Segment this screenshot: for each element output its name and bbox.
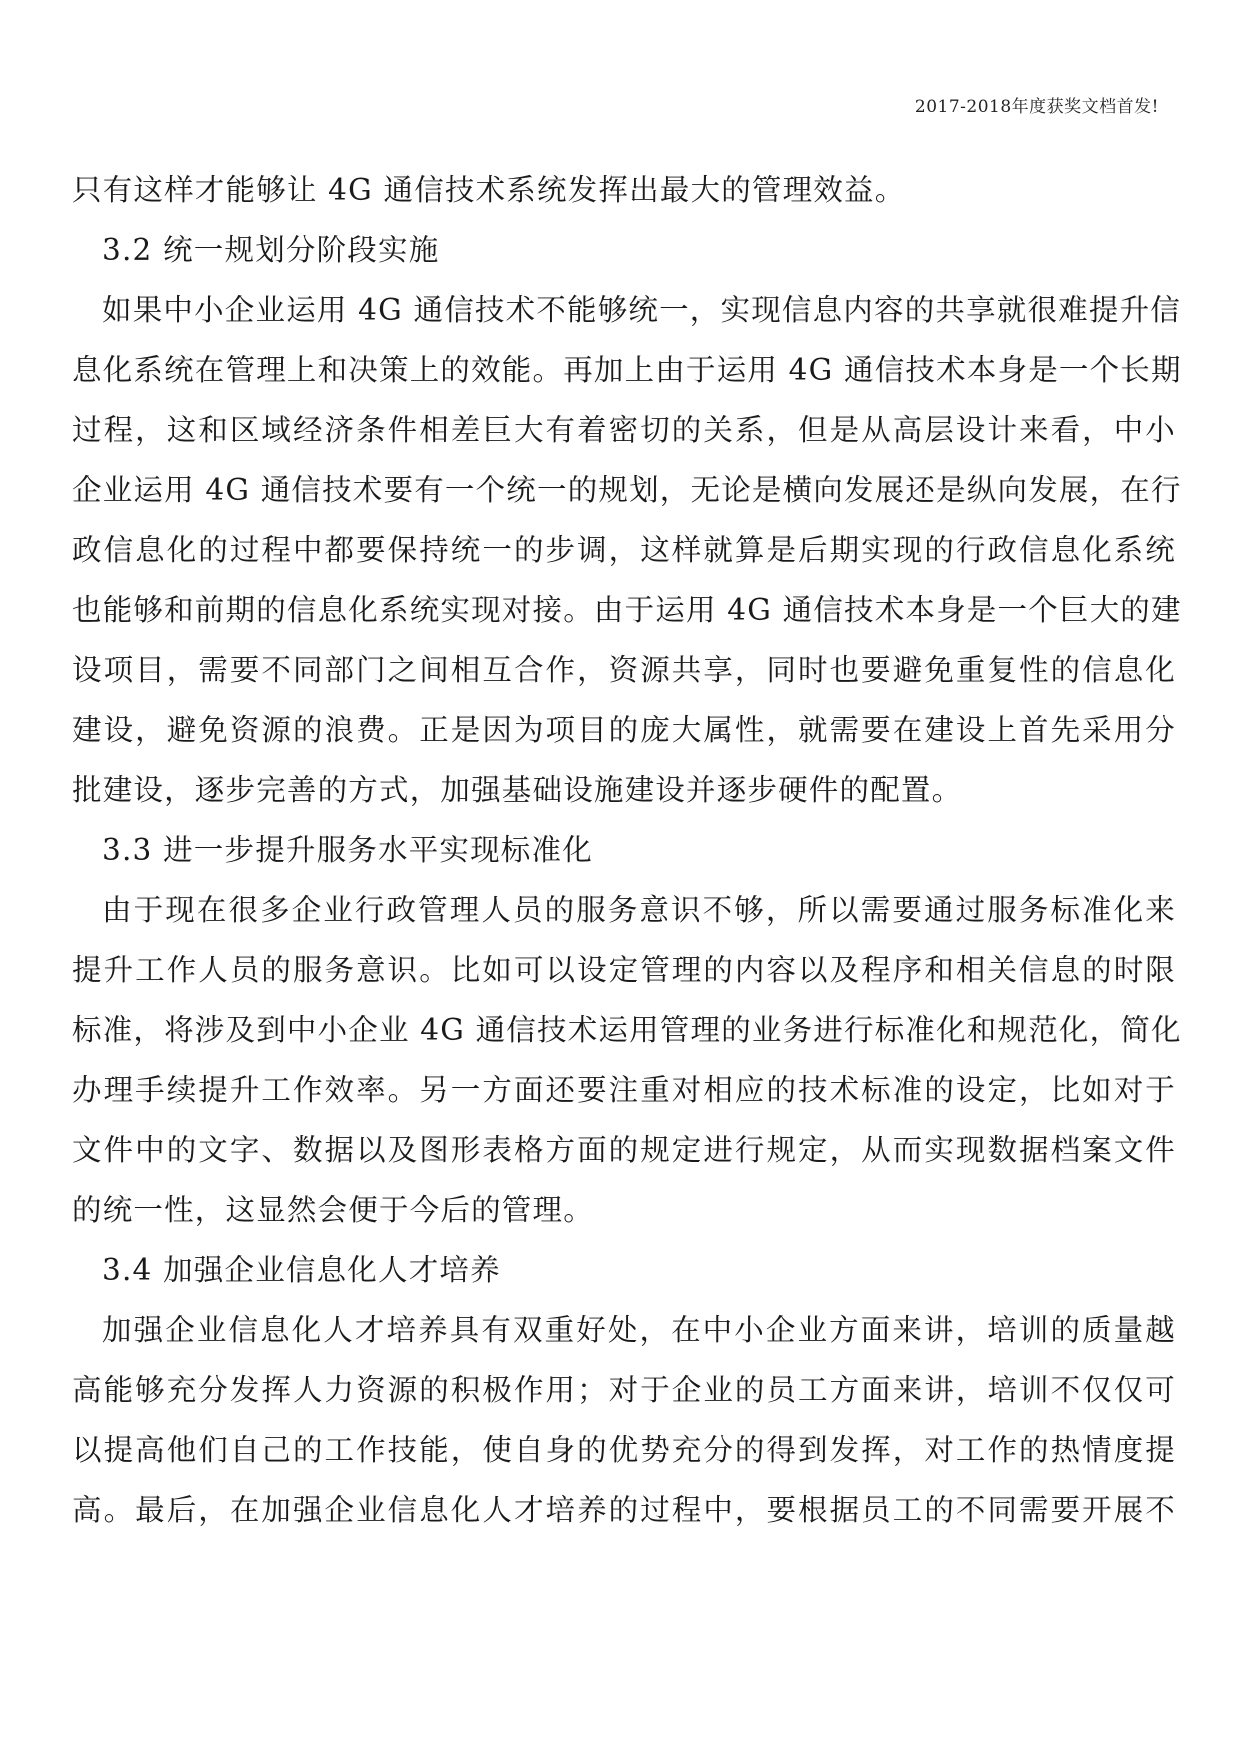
section-heading-3-3: 3.3 进一步提升服务水平实现标准化 [102,833,593,867]
paragraph-line: 也能够和前期的信息化系统实现对接。由于运用 4G 通信技术本身是一个巨大的建 [72,593,1182,627]
paragraph-line: 提升工作人员的服务意识。比如可以设定管理的内容以及程序和相关信息的时限 [72,953,1176,987]
paragraph-line: 设项目，需要不同部门之间相互合作，资源共享，同时也要避免重复性的信息化 [72,653,1176,687]
paragraph-line: 建设，避免资源的浪费。正是因为项目的庞大属性，就需要在建设上首先采用分 [72,713,1176,747]
paragraph-line: 以提高他们自己的工作技能，使自身的优势充分的得到发挥，对工作的热情度提 [72,1433,1176,1467]
paragraph-line: 标准，将涉及到中小企业 4G 通信技术运用管理的业务进行标准化和规范化，简化 [72,1013,1182,1047]
paragraph-line: 息化系统在管理上和决策上的效能。再加上由于运用 4G 通信技术本身是一个长期 [72,353,1182,387]
paragraph-line: 批建设，逐步完善的方式，加强基础设施建设并逐步硬件的配置。 [72,773,963,807]
paragraph-line: 过程，这和区域经济条件相差巨大有着密切的关系，但是从高层设计来看，中小 [72,413,1176,447]
paragraph-line: 办理手续提升工作效率。另一方面还要注重对相应的技术标准的设定，比如对于 [72,1073,1176,1107]
section-heading-3-4: 3.4 加强企业信息化人才培养 [102,1253,501,1287]
paragraph-line: 如果中小企业运用 4G 通信技术不能够统一，实现信息内容的共享就很难提升信 [102,293,1181,327]
document-body [72,160,1182,1540]
paragraph-line: 政信息化的过程中都要保持统一的步调，这样就算是后期实现的行政信息化系统 [72,533,1176,567]
paragraph-line: 的统一性，这显然会便于今后的管理。 [72,1193,594,1227]
section-heading-3-2: 3.2 统一规划分阶段实施 [102,233,440,267]
paragraph-line: 高能够充分发挥人力资源的积极作用；对于企业的员工方面来讲，培训不仅仅可 [72,1373,1176,1407]
paragraph-line: 只有这样才能够让 4G 通信技术系统发挥出最大的管理效益。 [72,173,906,207]
paragraph-line: 高。最后，在加强企业信息化人才培养的过程中，要根据员工的不同需要开展不 [72,1493,1176,1527]
paragraph-line: 加强企业信息化人才培养具有双重好处，在中小企业方面来讲，培训的质量越 [102,1313,1176,1347]
header-note: 2017-2018年度获奖文档首发! [914,97,1159,117]
paragraph-line: 由于现在很多企业行政管理人员的服务意识不够，所以需要通过服务标准化来 [102,893,1176,927]
paragraph-line: 企业运用 4G 通信技术要有一个统一的规划，无论是横向发展还是纵向发展，在行 [72,473,1182,507]
paragraph-line: 文件中的文字、数据以及图形表格方面的规定进行规定，从而实现数据档案文件 [72,1133,1176,1167]
